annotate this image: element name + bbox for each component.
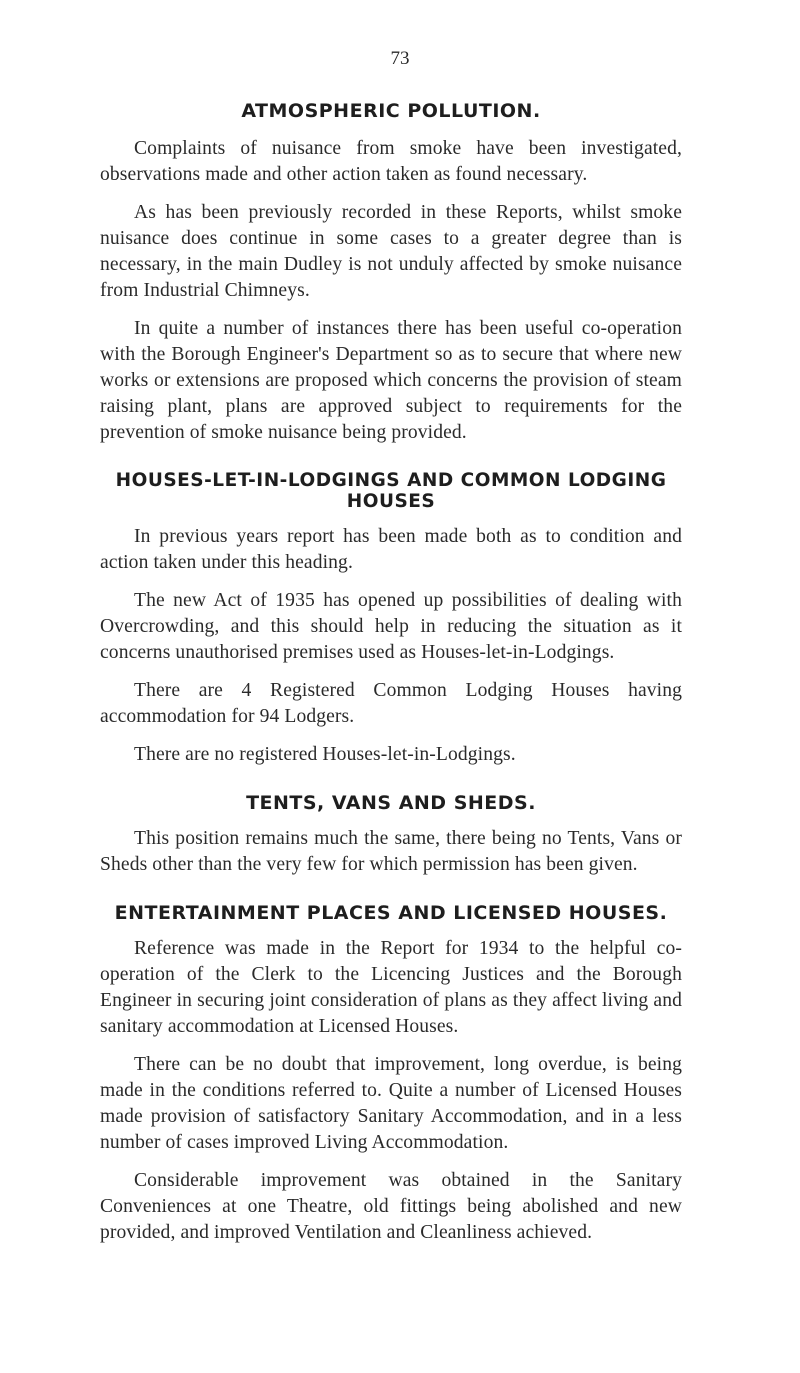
paragraph: This position remains much the same, there being no Tents, Vans or Sheds other than the very few for which permission has been given. <box>100 828 682 875</box>
section-houses-let-in-lodgings <box>100 470 682 768</box>
section-heading: ATMOSPHERIC POLLUTION. <box>241 100 541 122</box>
paragraph: The new Act of 1935 has opened up possibilities of dealing with Overcrowding, and this should help in reducing the situation as it concerns unauthorised premises used as Houses-let-in-Lodgings. <box>100 590 682 663</box>
paragraph: In quite a number of instances there has been useful co-operation with the Borough Engineer's Department so as to secure that where new works or extensions are proposed which concerns the provision of steam raising plant, plans are approved subject to requirements for the prevention of smoke nuisance being provided. <box>100 318 682 443</box>
section-entertainment-places <box>100 902 682 1246</box>
paragraph: In previous years report has been made both as to condition and action taken under this heading. <box>100 526 682 573</box>
paragraph: There are 4 Registered Common Lodging Houses having accommodation for 94 Lodgers. <box>100 680 682 727</box>
section-heading: ENTERTAINMENT PLACES AND LICENSED HOUSES. <box>114 902 668 924</box>
section-heading: HOUSES-LET-IN-LODGINGS AND COMMON LODGING HOUSES <box>115 470 667 512</box>
paragraph: There are no registered Houses-let-in-Lodgings. <box>134 744 516 765</box>
section-tents-vans-sheds <box>100 792 682 878</box>
section-atmospheric-pollution <box>100 100 682 446</box>
paragraph: Considerable improvement was obtained in the Sanitary Conveniences at one Theatre, old fittings being abolished and new provided, and improved Ventilation and Cleanliness achieved. <box>100 1170 682 1243</box>
paragraph: Reference was made in the Report for 1934 to the helpful co-operation of the Clerk to the Licencing Justices and the Borough Engineer in securing joint consideration of plans as they affect living and sanitary accommodation at Licensed Houses. <box>100 938 682 1037</box>
section-heading: TENTS, VANS AND SHEDS. <box>246 792 536 814</box>
page-number: 73 <box>390 48 410 69</box>
paragraph: There can be no doubt that improvement, long overdue, is being made in the conditions referred to. Quite a number of Licensed Houses made provision of satisfactory Sanitary Accommodation, and in a less number of cases improved Living Accommodation. <box>100 1054 682 1153</box>
paragraph: Complaints of nuisance from smoke have been investigated, observations made and other action taken as found necessary. <box>100 138 682 185</box>
paragraph: As has been previously recorded in these Reports, whilst smoke nuisance does continue in some cases to a greater degree than is necessary, in the main Dudley is not unduly affected by smoke nuisance from Industrial Chimneys. <box>100 202 682 301</box>
